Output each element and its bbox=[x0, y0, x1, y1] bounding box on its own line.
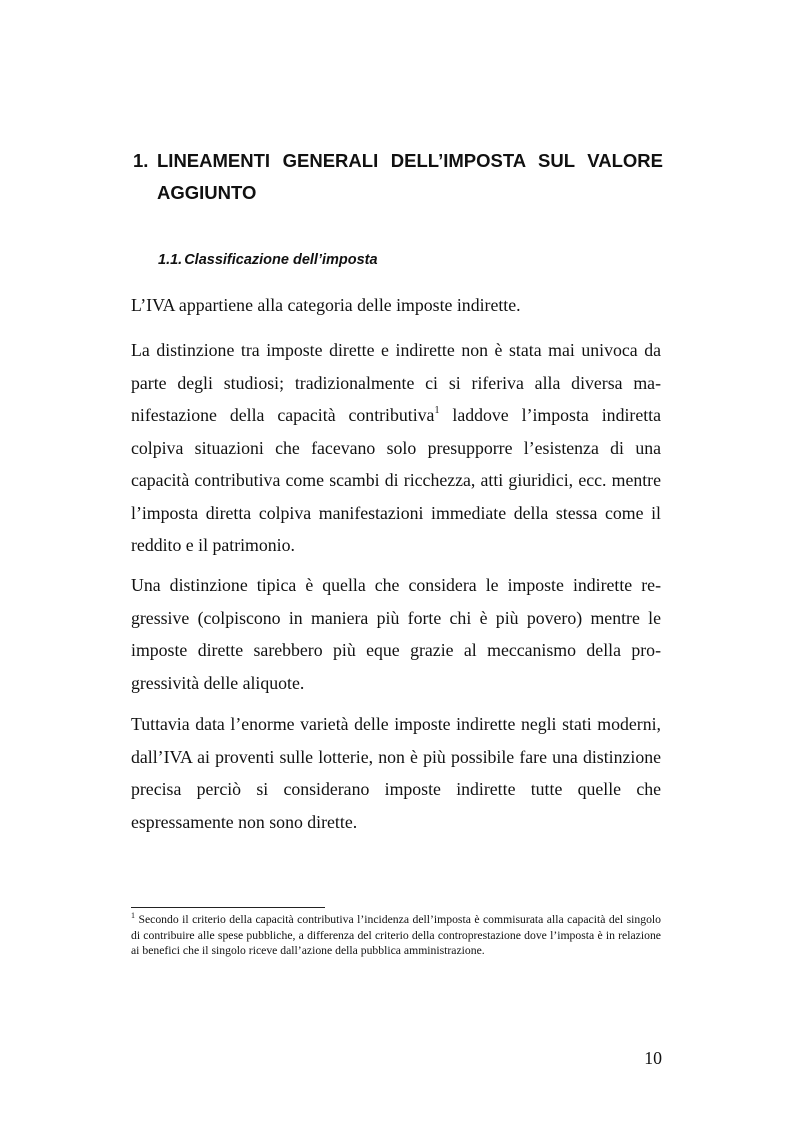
footnote-marker: 1 bbox=[131, 911, 135, 921]
chapter-number: 1. bbox=[133, 150, 149, 171]
paragraph-1: L’IVA appartiene alla categoria delle imposte indirette. bbox=[131, 295, 521, 315]
chapter-title-line-1: LINEAMENTI GENERALI DELL’IMPOSTA SUL VALORE bbox=[157, 150, 663, 171]
footnote-separator bbox=[131, 907, 325, 908]
paragraph-2-text-b: laddove l’imposta indiretta colpiva situazioni che facevano solo presupporre l’esistenza di una capacità contributiva come scambi di ricchezza, atti giuridici, ecc. mentre l’imposta diretta colpiva manifestazioni immediate della stessa come il reddito e il patrimonio. bbox=[131, 405, 661, 555]
page-number: 10 bbox=[644, 1048, 662, 1068]
paragraph-3: Una distinzione tipica è quella che considera le imposte indirette regressive (colpiscono in maniera più forte chi è più povero) mentre le imposte dirette sarebbero più eque grazie al meccanismo della progressività delle aliquote. bbox=[131, 575, 661, 693]
section-title bbox=[158, 252, 378, 268]
footnote bbox=[131, 912, 661, 959]
paragraph-2-text-a: La distinzione tra imposte dirette e indirette non è stata mai univoca da parte degli studiosi; tradizionalmente ci si riferiva alla diversa manifestazione della capacità contributiva bbox=[131, 340, 661, 425]
paragraph-4: Tuttavia data l’enorme varietà delle imposte indirette negli stati moderni, dall’IVA ai proventi sulle lotterie, non è più possibile fare una distinzione precisa perciò si considerano imposte indirette tutte quelle che espressamente non sono dirette. bbox=[131, 714, 661, 832]
paragraph-2 bbox=[131, 334, 661, 562]
section-title-text: Classificazione dell’imposta bbox=[184, 252, 378, 268]
footnote-reference[interactable]: 1 bbox=[434, 405, 440, 417]
section-number: 1.1. bbox=[158, 252, 183, 268]
chapter-title-line-2: AGGIUNTO bbox=[157, 182, 257, 203]
footnote-text: Secondo il criterio della capacità contributiva l’incidenza dell’imposta è commisurata alla capacità del singolo di contribuire alle spese pubbliche, a differenza del criterio della controprestazione dove l’imposta è in relazione ai benefici che il singolo riceve dall’azione della pubblica amministrazione. bbox=[131, 913, 661, 957]
